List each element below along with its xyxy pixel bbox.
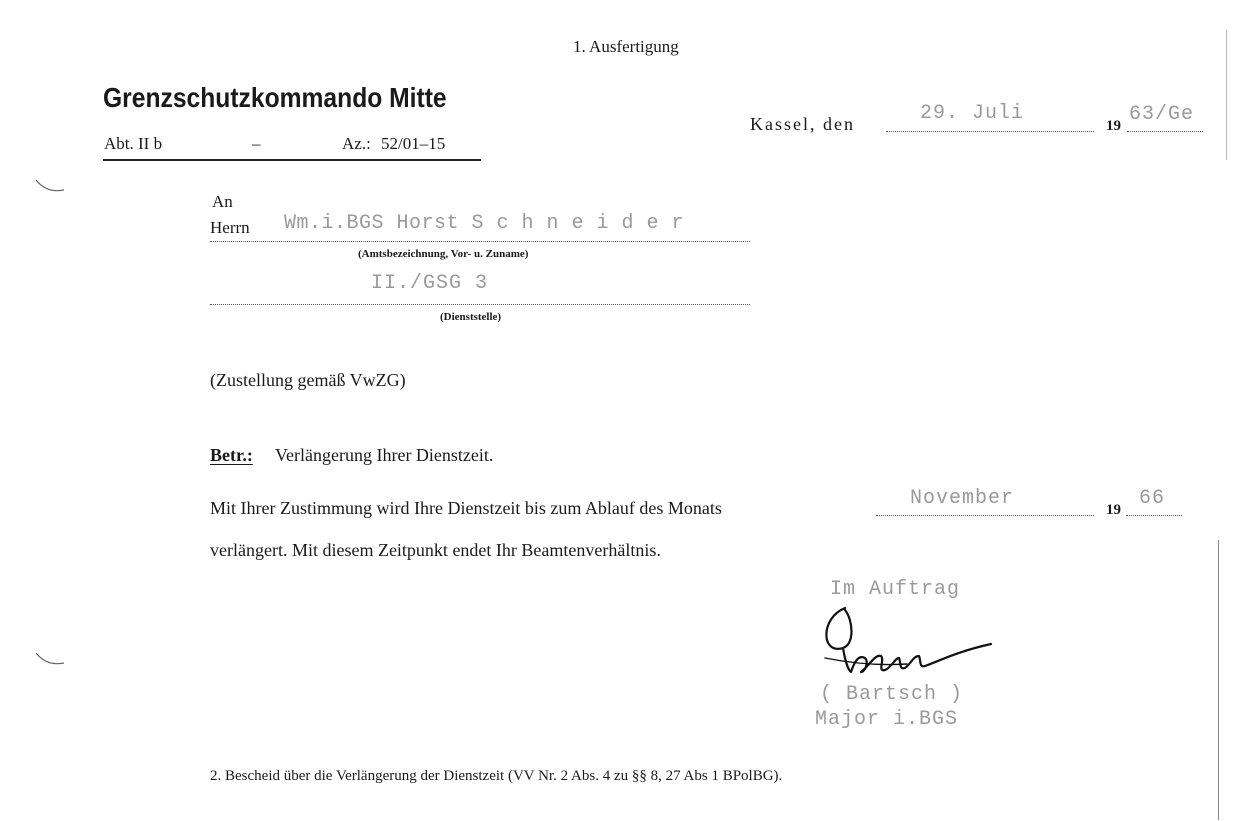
department-label: Abt. II b: [104, 134, 163, 153]
header-dash: –: [252, 134, 261, 153]
date-century: 19: [1106, 118, 1121, 134]
recipient-name: Wm.i.BGS Horst S c h n e i d e r: [284, 212, 685, 235]
month-dotline: [876, 515, 1094, 516]
to-label: An: [212, 192, 233, 211]
place-label: Kassel, den: [750, 114, 855, 134]
subject-text: Verlängerung Ihrer Dienstzeit.: [275, 445, 494, 465]
organization-title: Grenzschutzkommando Mitte: [103, 82, 447, 113]
salutation: Herrn: [210, 218, 250, 237]
date-value: 29. Juli: [920, 102, 1025, 125]
name-dotline: [210, 241, 750, 242]
signatory-rank: Major i.BGS: [815, 708, 959, 731]
footer-note: 2. Bescheid über die Verlängerung der Dienstzeit (VV Nr. 2 Abs. 4 zu §§ 8, 27 Abs 1 BPolBG).: [210, 768, 783, 784]
reference-label: Az.:: [342, 134, 371, 153]
subject-label: Betr.:: [210, 445, 253, 465]
copy-label: 1. Ausfertigung: [573, 37, 679, 56]
date-dotline: [886, 131, 1094, 132]
month-value: November: [910, 487, 1015, 510]
body-line-2: verlängert. Mit diesem Zeitpunkt endet Ihr Beamtenverhältnis.: [210, 540, 661, 560]
punch-mark-top: [30, 172, 70, 202]
right-edge-line-top: [1226, 30, 1227, 160]
delivery-note: (Zustellung gemäß VwZG): [210, 370, 406, 390]
handwritten-signature: [815, 600, 1005, 685]
right-edge-line: [1218, 540, 1219, 820]
unit-caption: (Dienststelle): [440, 311, 502, 323]
unit-dotline: [210, 304, 750, 305]
reference-number: 52/01–15: [381, 134, 446, 153]
body-year-dotline: [1126, 515, 1182, 516]
name-caption: (Amtsbezeichnung, Vor- u. Zuname): [358, 248, 529, 260]
punch-mark-bottom: [30, 645, 70, 675]
recipient-unit: II./GSG 3: [371, 272, 489, 295]
body-year-value: 66: [1139, 487, 1166, 510]
header-rule: [103, 159, 481, 161]
signatory-name: ( Bartsch ): [820, 683, 964, 706]
on-behalf-label: Im Auftrag: [830, 578, 961, 601]
body-line-1: Mit Ihrer Zustimmung wird Ihre Dienstzeit bis zum Ablauf des Monats: [210, 498, 722, 518]
year-value: 63/Ge: [1129, 103, 1195, 126]
year-dotline: [1127, 131, 1203, 132]
body-century: 19: [1106, 502, 1121, 518]
